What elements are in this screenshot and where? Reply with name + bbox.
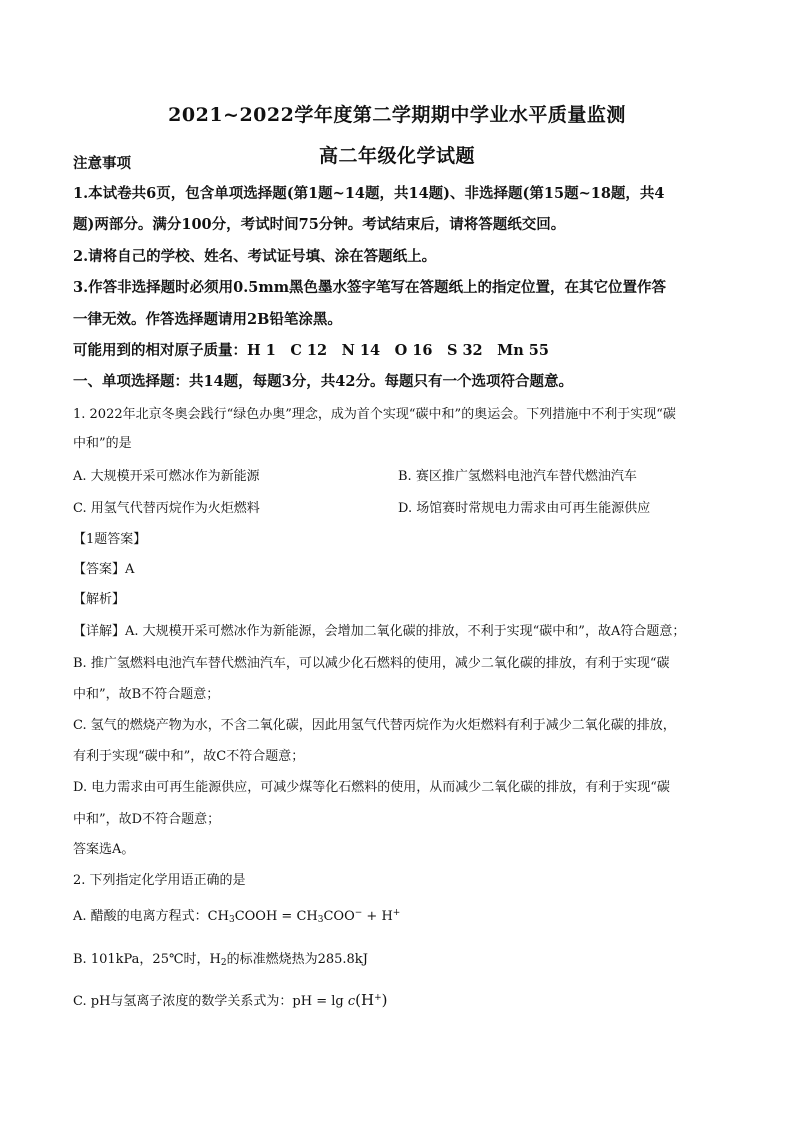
q1-analysis-tag: 【解析】 xyxy=(73,592,126,607)
q2-c-sup: + xyxy=(374,993,382,1003)
q1-detail-3a: C. 氢气的燃烧产物为水，不含二氧化碳，因此用氢气代替丙烷作为火炬燃料有利于减少二氧化碳的排放， xyxy=(73,718,676,733)
q1-detail-2b: 中和”，故B不符合题意； xyxy=(73,687,220,702)
q1-detail-4b: 中和”，故D不符合题意； xyxy=(73,812,221,827)
f-sub-3b: 3 xyxy=(317,915,324,925)
f-h: + H xyxy=(362,909,393,924)
q1-option-d: D. 场馆赛时常规电力需求由可再生能源供应 xyxy=(398,501,651,516)
q1-detail-3b: 有利于实现“碳中和”，故C不符合题意； xyxy=(73,749,305,764)
q2-option-c-prefix: C. xyxy=(73,994,91,1009)
q1-option-a: A. 大规模开采可燃冰作为新能源 xyxy=(73,469,260,484)
q2-c-text-1: pH与氢离子浓度的数学关系式为：pH = lg xyxy=(90,994,348,1009)
q1-option-c: C. 用氢气代替丙烷作为火炬燃料 xyxy=(73,501,260,516)
q1-answer: 【答案】A xyxy=(73,562,135,577)
q2-option-a-formula xyxy=(208,909,401,924)
q2-option-b xyxy=(73,948,733,968)
q2-b-sub: 2 xyxy=(220,958,227,968)
q2-c-close: ) xyxy=(381,991,388,1009)
q2-option-b-prefix: B. xyxy=(73,952,91,967)
q1-stem-a: 1. 2022年北京冬奥会践行“绿色办奥”理念，成为首个实现“碳中和”的奥运会。下列措施中不利于实现“碳 xyxy=(73,407,676,422)
atomic-masses: 可能用到的相对原子质量：H 1 C 12 N 14 O 16 S 32 Mn 55 xyxy=(73,342,549,359)
notice-line-1b: 题)两部分。满分100分，考试时间75分钟。考试结束后，请将答题纸交回。 xyxy=(73,216,566,233)
notice-line-1a: 1.本试卷共6页，包含单项选择题(第1题~14题，共14题)、非选择题(第15题~18题，共4 xyxy=(73,185,665,202)
notice-line-3a: 3.作答非选择题时必须用0.5mm黑色墨水签字笔写在答题纸上的指定位置，在其它位置作答 xyxy=(73,279,667,296)
q1-detail-4a: D. 电力需求由可再生能源供应，可减少煤等化石燃料的使用，从而减少二氧化碳的排放，有利于实现“碳 xyxy=(73,780,670,795)
notice-heading: 注意事项 xyxy=(73,155,131,172)
f-sup-plus: + xyxy=(392,908,401,918)
notice-line-2: 2.请将自己的学校、姓名、考试证号填、涂在答题纸上。 xyxy=(73,248,437,265)
q2-option-a xyxy=(73,905,733,925)
q1-detail-1: 【详解】A. 大规模开采可燃冰作为新能源，会增加二氧化碳的排放，不利于实现“碳中和”，故A符合题意； xyxy=(73,624,686,639)
f-sub-3: 3 xyxy=(228,915,235,925)
notice-line-3b: 一律无效。作答选择题请用2B铅笔涂黑。 xyxy=(73,311,342,328)
q2-stem: 2. 下列指定化学用语正确的是 xyxy=(73,873,246,888)
q1-option-b: B. 赛区推广氢燃料电池汽车替代燃油汽车 xyxy=(398,469,637,484)
q2-option-a-prefix: A. 醋酸的电离方程式： xyxy=(73,909,208,924)
q2-b-text-1: 101kPa，25℃时，H xyxy=(90,952,221,967)
q1-conclusion: 答案选A。 xyxy=(73,842,135,857)
q2-c-italic-c: c xyxy=(347,994,356,1009)
q1-answer-tag: 【1题答案】 xyxy=(73,532,147,547)
q2-b-text-2: 的标准燃烧热为285.8kJ xyxy=(226,952,368,967)
q2-c-h: (H xyxy=(355,991,375,1009)
f-coo: COO xyxy=(323,909,355,924)
f-ch: CH xyxy=(207,909,229,924)
q1-stem-b: 中和”的是 xyxy=(73,436,132,451)
q2-option-c xyxy=(73,990,733,1009)
exam-title: 2021~2022学年度第二学期期中学业水平质量监测 xyxy=(168,104,626,126)
f-sup-minus: − xyxy=(354,908,363,918)
section-heading: 一、单项选择题：共14题，每题3分，共42分。每题只有一个选项符合题意。 xyxy=(73,373,573,390)
exam-subtitle: 高二年级化学试题 xyxy=(318,145,475,167)
f-cooh: COOH = CH xyxy=(234,909,318,924)
q1-detail-2a: B. 推广氢燃料电池汽车替代燃油汽车，可以减少化石燃料的使用，减少二氧化碳的排放，有利于实现“碳 xyxy=(73,656,670,671)
